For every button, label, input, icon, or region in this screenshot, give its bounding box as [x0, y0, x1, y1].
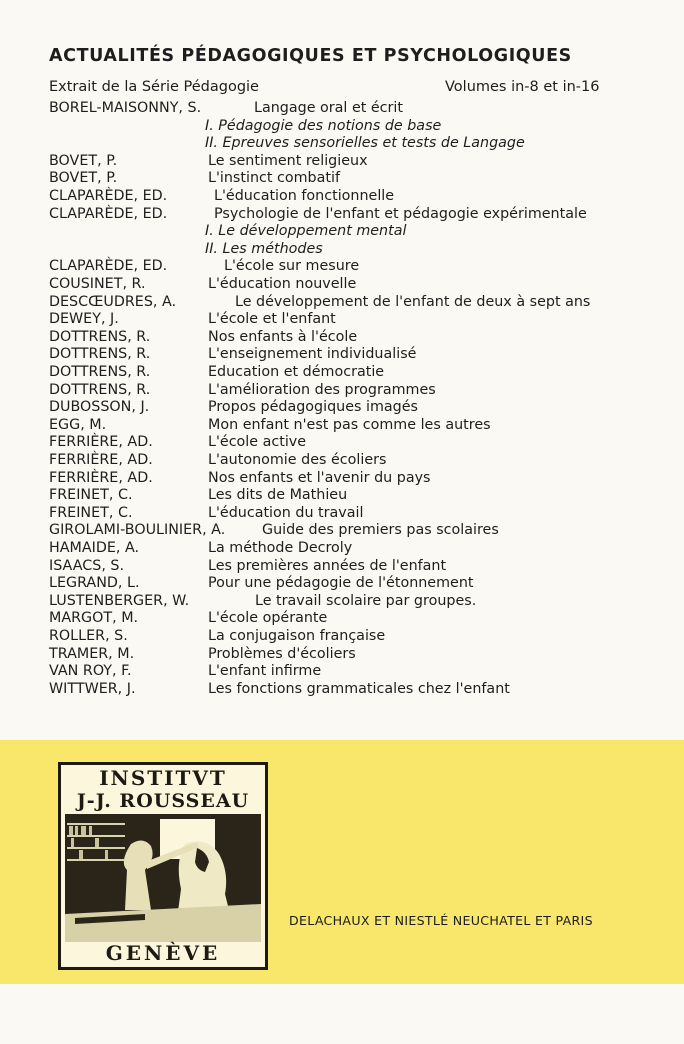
entry-author: DOTTRENS, R.: [49, 328, 151, 345]
entry-author: FREINET, C.: [49, 504, 133, 521]
entry-title: L'éducation fonctionnelle: [214, 188, 395, 204]
entry-author: FERRIÈRE, AD.: [49, 452, 153, 468]
list-item: [0, 398, 684, 416]
entry-author: DESCŒUDRES, A.: [49, 293, 177, 310]
entry-title: Les premières années de l'enfant: [208, 557, 447, 574]
list-item: [0, 169, 684, 187]
entry-author: EGG, M.: [49, 416, 107, 433]
list-item: [0, 345, 684, 363]
entry-title: L'école opérante: [208, 610, 328, 627]
entry-author: HAMAIDE, A.: [49, 540, 140, 556]
list-item: [0, 293, 684, 311]
entry-title: L'éducation nouvelle: [208, 276, 357, 292]
list-item: [0, 609, 684, 627]
entry-title: I. Le développement mental: [205, 223, 407, 240]
entry-author: DEWEY, J.: [49, 311, 119, 328]
entry-author: CLAPARÈDE, ED.: [49, 258, 168, 275]
page-title: ACTUALITÉS PÉDAGOGIQUES ET PSYCHOLOGIQUES: [49, 46, 572, 66]
entry-title: Guide des premiers pas scolaires: [262, 522, 499, 539]
entry-title: Propos pédagogiques imagés: [208, 399, 418, 416]
list-item: [0, 205, 684, 223]
list-item: [0, 469, 684, 487]
entry-title: II. Epreuves sensorielles et tests de Langage: [205, 135, 525, 152]
entry-author: GIROLAMI-BOULINIER, A.: [49, 522, 226, 539]
entry-title: Le sentiment religieux: [208, 152, 368, 169]
list-item: [0, 416, 684, 434]
entry-author: BOVET, P.: [49, 152, 118, 169]
entry-title: L'autonomie des écoliers: [208, 452, 387, 468]
entry-title: Education et démocratie: [208, 364, 385, 380]
list-item: [0, 433, 684, 451]
list-item: [0, 187, 684, 205]
list-item: [0, 557, 684, 575]
entry-author: FERRIÈRE, AD.: [49, 434, 153, 451]
entry-author: FERRIÈRE, AD.: [49, 469, 153, 486]
list-item: [0, 645, 684, 663]
list-item: [0, 521, 684, 539]
list-item: [0, 680, 684, 698]
entry-title: L'école et l'enfant: [208, 311, 336, 328]
entry-title: Les dits de Mathieu: [208, 487, 348, 504]
entry-author: DOTTRENS, R.: [49, 364, 151, 380]
list-item: [0, 592, 684, 610]
entry-author: WITTWER, J.: [49, 680, 136, 697]
entry-author: ROLLER, S.: [49, 628, 128, 644]
entry-title: Nos enfants et l'avenir du pays: [208, 469, 431, 486]
list-item: [0, 134, 684, 152]
list-item: [0, 257, 684, 275]
entry-title: Problèmes d'écoliers: [208, 645, 356, 662]
entry-author: DUBOSSON, J.: [49, 399, 150, 416]
entry-title: L'enseignement individualisé: [208, 346, 417, 363]
entry-author: CLAPARÈDE, ED.: [49, 188, 168, 204]
list-item: [0, 574, 684, 592]
footer-band: [0, 740, 684, 984]
entry-author: BOVET, P.: [49, 170, 118, 187]
logo-line1: INSTITVT: [99, 766, 227, 790]
publisher-name: DELACHAUX ET NIESTLÉ NEUCHATEL ET PARIS: [289, 913, 593, 928]
entry-title: Pour une pédagogie de l'étonnement: [208, 575, 474, 592]
entry-author: LEGRAND, L.: [49, 575, 140, 592]
entry-title: L'école sur mesure: [224, 258, 360, 275]
entry-title: Le travail scolaire par groupes.: [255, 592, 477, 609]
entry-title: Psychologie de l'enfant et pédagogie expérimentale: [214, 205, 587, 222]
entry-author: DOTTRENS, R.: [49, 346, 151, 363]
list-item: [0, 240, 684, 258]
list-item: [0, 662, 684, 680]
entry-title: L'école active: [208, 434, 307, 451]
entry-author: CLAPARÈDE, ED.: [49, 205, 168, 222]
list-item: [0, 222, 684, 240]
entry-title: L'instinct combatif: [208, 170, 341, 187]
institute-logo: [58, 762, 268, 970]
list-item: [0, 539, 684, 557]
list-item: [0, 275, 684, 293]
entry-title: L'enfant infirme: [208, 663, 322, 680]
logo-line2: J-J. ROUSSEAU: [76, 790, 250, 812]
list-item: [0, 627, 684, 645]
logo-city: GENÈVE: [105, 941, 221, 965]
entry-author: BOREL-MAISONNY, S.: [49, 100, 202, 116]
entry-title: L'éducation du travail: [208, 504, 364, 521]
entry-author: COUSINET, R.: [49, 276, 146, 292]
list-item: [0, 504, 684, 522]
entry-title: Les fonctions grammaticales chez l'enfant: [208, 680, 510, 697]
entry-title: L'amélioration des programmes: [208, 381, 436, 398]
entry-author: DOTTRENS, R.: [49, 381, 151, 398]
entry-author: LUSTENBERGER, W.: [49, 592, 190, 609]
list-item: [0, 117, 684, 135]
logo-illustration: [65, 814, 261, 942]
entry-author: VAN ROY, F.: [49, 663, 132, 680]
entry-title: II. Les méthodes: [205, 240, 323, 257]
entry-author: FREINET, C.: [49, 487, 133, 504]
list-item: [0, 328, 684, 346]
entry-title: I. Pédagogie des notions de base: [205, 117, 442, 134]
entry-title: Langage oral et écrit: [254, 100, 404, 116]
entry-author: MARGOT, M.: [49, 610, 139, 627]
entry-author: TRAMER, M.: [49, 645, 135, 662]
list-item: [0, 451, 684, 469]
series-label: Extrait de la Série Pédagogie: [49, 79, 259, 95]
list-item: [0, 152, 684, 170]
entry-title: Mon enfant n'est pas comme les autres: [208, 416, 491, 433]
list-item: [0, 381, 684, 399]
entry-title: La conjugaison française: [208, 628, 386, 644]
list-item: [0, 99, 684, 117]
volumes-label: Volumes in-8 et in-16: [445, 79, 600, 95]
list-item: [0, 363, 684, 381]
entry-author: ISAACS, S.: [49, 557, 125, 574]
entry-title: Le développement de l'enfant de deux à sept ans: [235, 293, 591, 310]
list-item: [0, 486, 684, 504]
entry-title: Nos enfants à l'école: [208, 328, 358, 345]
entry-title: La méthode Decroly: [208, 540, 353, 556]
list-item: [0, 310, 684, 328]
